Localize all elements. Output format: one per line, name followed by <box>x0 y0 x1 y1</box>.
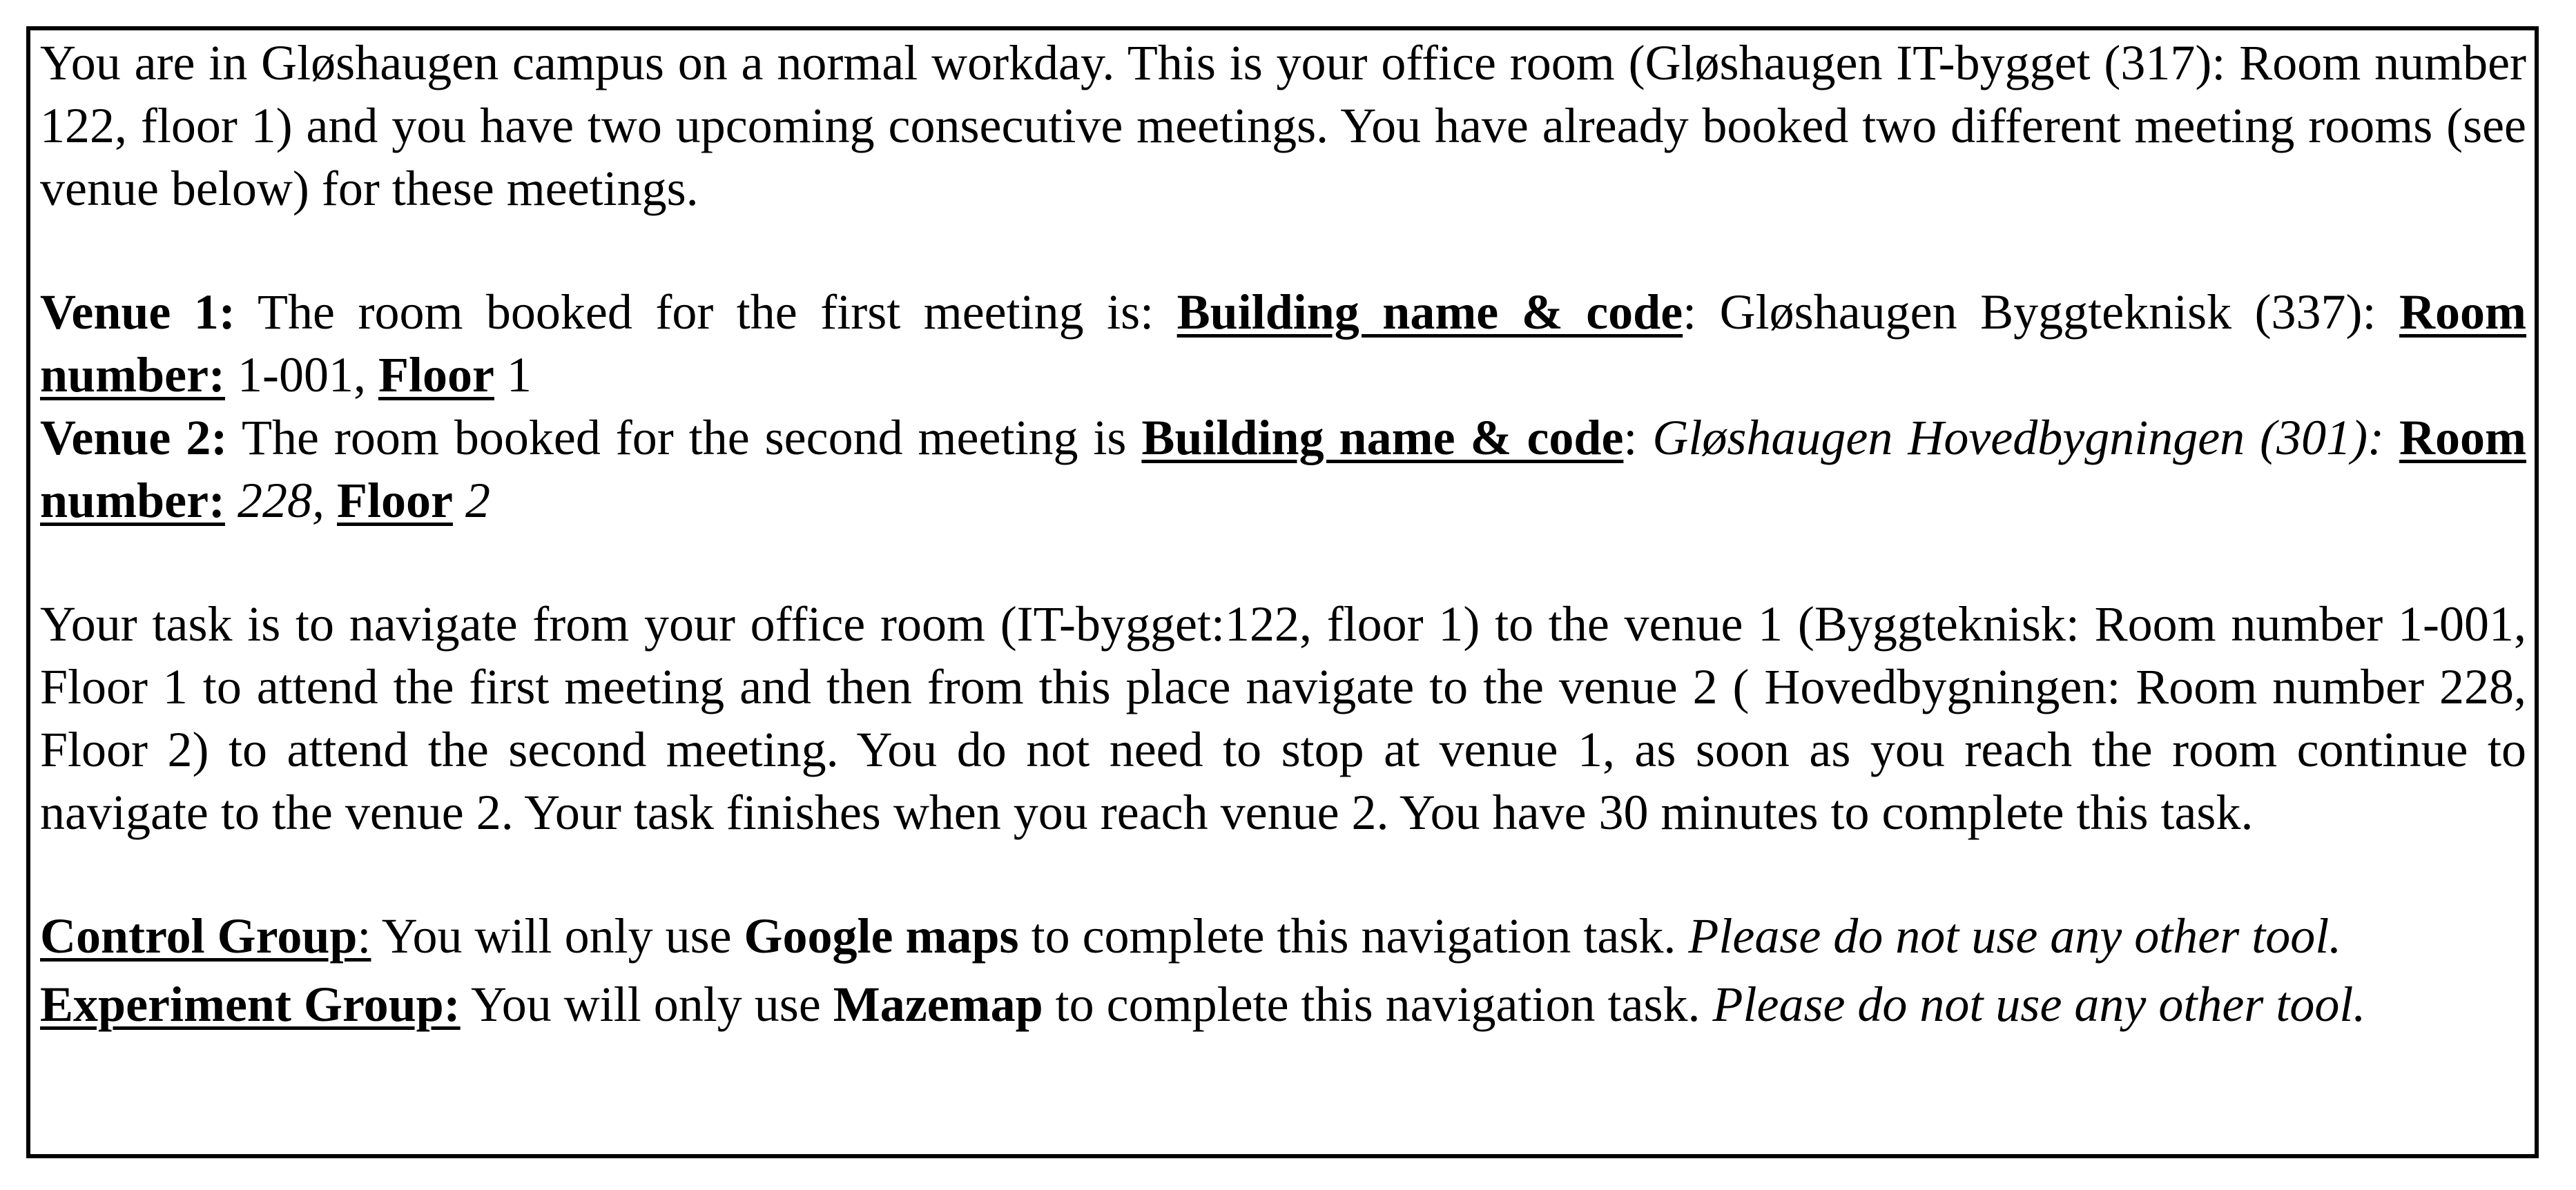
venue-1-room-value: 1-001, <box>225 347 378 402</box>
venue-1-intro: The room booked for the first meeting is: <box>235 284 1177 340</box>
venue-2-room-label: Room number: <box>40 410 2527 528</box>
spacer <box>40 968 2526 973</box>
venue-1-colon: : <box>1683 284 1720 340</box>
instruction-box <box>26 26 2539 1158</box>
venue-1-label: Venue 1: <box>40 284 235 340</box>
control-group-tool: Google maps <box>744 908 1019 964</box>
task-paragraph: Your task is to navigate from your office room (IT-bygget:122, floor 1) to the venue 1 (Byggteknisk: Room number 1-001, Floor 1 to attend the first meeting and then from this place navigate to the venue 2 ( Hovedbygningen: Room number 228, Floor 2) to attend the second meeting. You do not need to stop at venue 1, as soon as you reach the room continue to navigate to the venue 2. Your task finishes when you reach venue 2. You have 30 minutes to complete this task. <box>40 596 2526 840</box>
venue-2-floor-label: Floor <box>337 473 453 528</box>
control-group-label: Control Group <box>40 908 358 964</box>
experiment-group-note: Please do not use any other tool. <box>1712 977 2366 1032</box>
venue-1-room-label: Room number: <box>40 284 2527 402</box>
control-group-text: You will only use <box>371 908 744 964</box>
venue-2-space <box>325 473 337 528</box>
experiment-group-text: You will only use <box>460 977 833 1032</box>
spacer <box>40 220 2526 281</box>
experiment-group-text-2: to complete this navigation task. <box>1043 977 1713 1032</box>
venue-1-floor-value: 1 <box>494 347 532 402</box>
venue-1-building-label: Building name & code <box>1176 284 1683 340</box>
venue-2-paragraph <box>40 407 2526 532</box>
venue-2-intro: The room booked for the second meeting is <box>227 410 1142 465</box>
control-group-note: Please do not use any other tool. <box>1688 908 2342 964</box>
venue-2-room-value: 228, <box>225 473 325 528</box>
control-group-colon: : <box>357 908 371 964</box>
experiment-group-paragraph <box>40 973 2526 1036</box>
spacer <box>40 844 2526 905</box>
control-group-text-2: to complete this navigation task. <box>1018 908 1689 964</box>
venue-2-building-value: Gløshaugen Hovedbygningen (301): <box>1652 410 2385 465</box>
experiment-group-label: Experiment Group: <box>40 977 461 1032</box>
venue-1-paragraph <box>40 281 2526 407</box>
experiment-group-tool: Mazemap <box>833 977 1043 1032</box>
venue-1-floor-label: Floor <box>378 347 494 402</box>
venue-2-colon: : <box>1623 410 1653 465</box>
intro-paragraph: You are in Gløshaugen campus on a normal workday. This is your office room (Gløshaugen IT-bygget (317): Room number 122, floor 1) and you have two upcoming consecutive meetings. You have already booked two different meeting rooms (see venue below) for these meetings. <box>40 35 2526 216</box>
venue-2-label: Venue 2: <box>40 410 228 465</box>
venue-2-building-label: Building name & code <box>1141 410 1624 465</box>
control-group-paragraph <box>40 905 2526 968</box>
spacer <box>40 532 2526 593</box>
venue-2-floor-value: 2 <box>452 473 490 528</box>
venue-1-building-value: Gløshaugen Byggteknisk (337): <box>1719 284 2400 340</box>
